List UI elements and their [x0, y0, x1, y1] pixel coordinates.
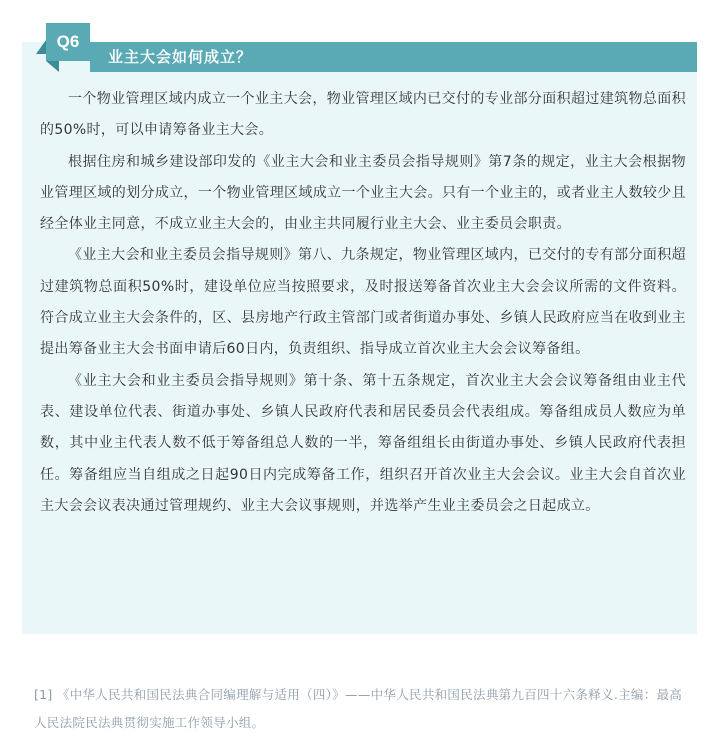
question-tab-fold — [46, 61, 59, 72]
answer-paragraph: 《业主大会和业主委员会指导规则》第十条、第十五条规定，首次业主大会会议筹备组由业主代表、建设单位代表、街道办事处、乡镇人民政府代表和居民委员会代表组成。筹备组成员人数应为单数，其中业主代表人数不低于筹备组总人数的一半，筹备组组长由街道办事处、乡镇人民政府代表担任。筹备组应当自组成之日起90日内完成筹备工作，组织召开首次业主大会会议。业主大会自首次业主大会会议表决通过管理规约、业主大会议事规则，并选举产生业主委员会之日起成立。 — [40, 372, 686, 514]
question-number: Q6 — [56, 32, 80, 51]
answer-body — [40, 84, 686, 522]
question-tab-shadow — [36, 40, 46, 54]
footnote-text: [1] 《中华人民共和国民法典合同编理解与适用（四）》——中华人民共和国民法典第九百四十六条释义.主编：最高人民法院民法典贯彻实施工作领导小组。 — [34, 687, 683, 730]
answer-paragraph: 《业主大会和业主委员会指导规则》第八、九条规定，物业管理区域内，已交付的专有部分面积超过建筑物总面积50%时，建设单位应当按照要求，及时报送筹备首次业主大会会议所需的文件资料。符合成立业主大会条件的，区、县房地产行政主管部门或者街道办事处、乡镇人民政府应当在收到业主提出筹备业主大会书面申请后60日内，负责组织、指导成立首次业主大会会议筹备组。 — [40, 247, 686, 358]
question-title: 业主大会如何成立？ — [108, 48, 253, 66]
answer-paragraph: 根据住房和城乡建设部印发的《业主大会和业主委员会指导规则》第7条的规定，业主大会根据物业管理区域的划分成立，一个物业管理区域成立一个业主大会。只有一个业主的，或者业主人数较少且经全体业主同意，不成立业主大会的，由业主共同履行业主大会、业主委员会职责。 — [40, 153, 686, 233]
answer-paragraph: 一个物业管理区域内成立一个业主大会，物业管理区域内已交付的专业部分面积超过建筑物总面积的50%时，可以申请筹备业主大会。 — [40, 91, 686, 139]
footnote — [34, 681, 694, 737]
